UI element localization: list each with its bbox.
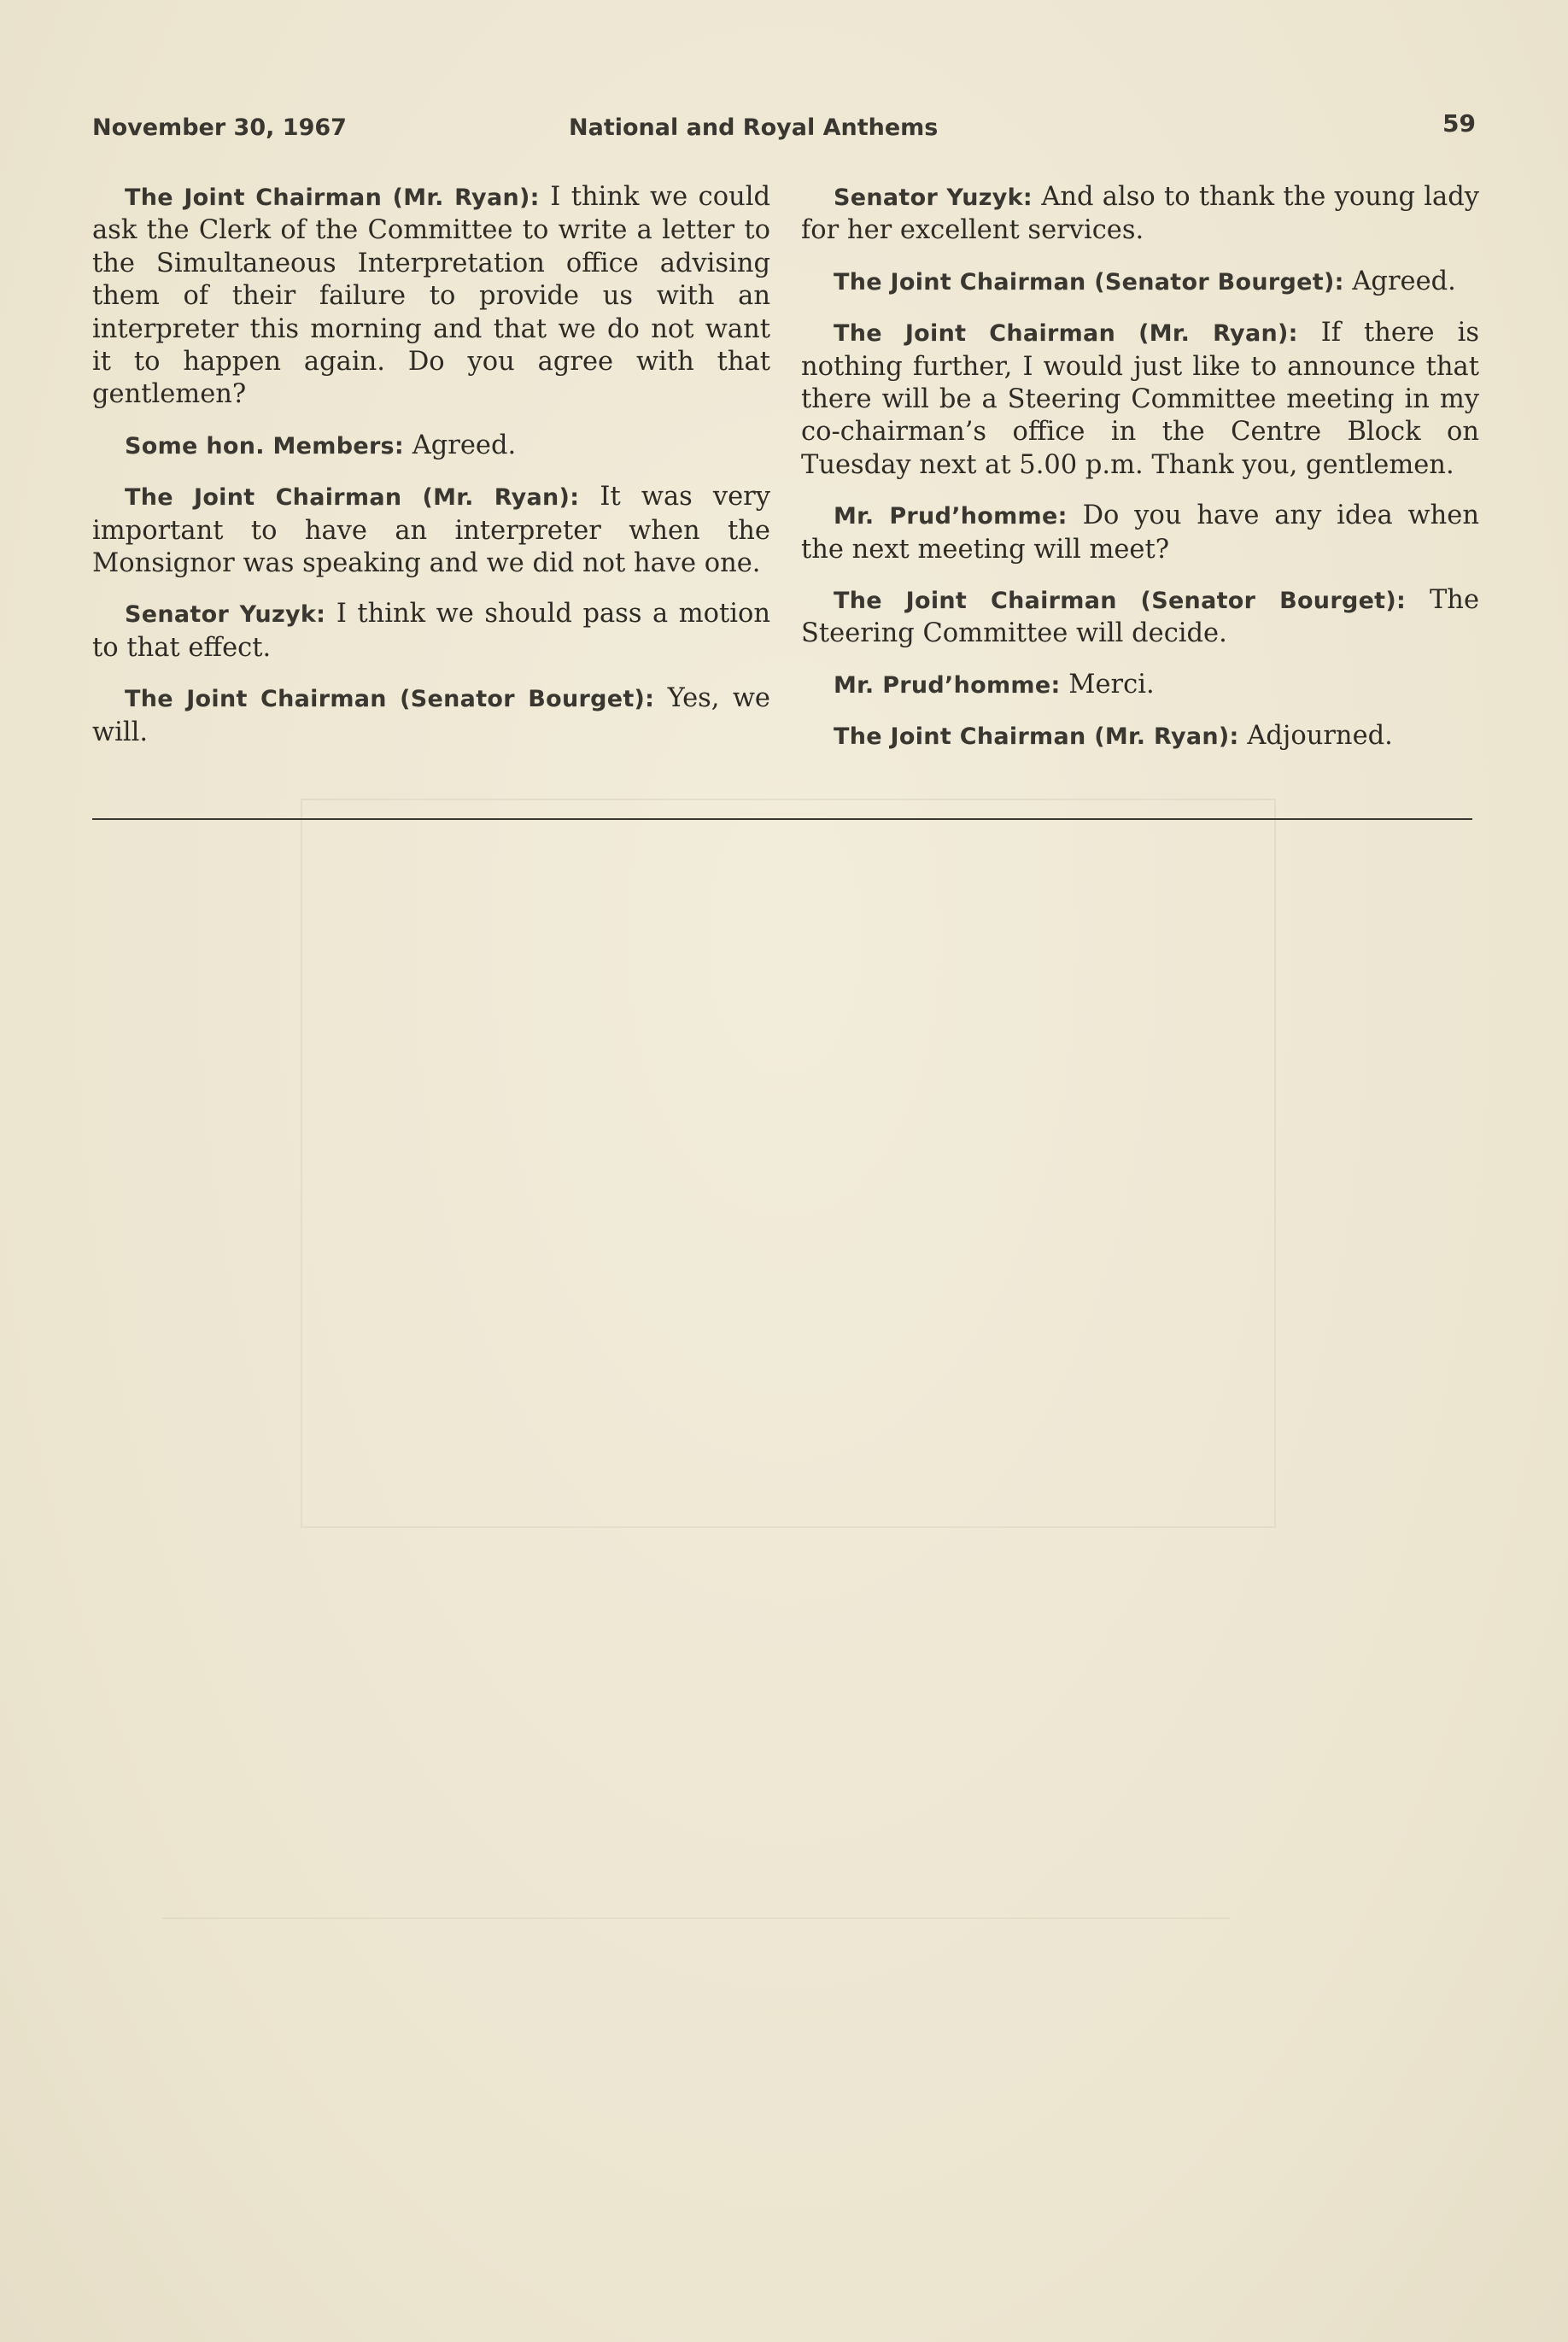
paragraph xyxy=(92,181,770,412)
paragraph xyxy=(801,720,1479,753)
speaker-name: Senator Yuzyk: xyxy=(125,601,326,629)
page-number: 59 xyxy=(1442,109,1476,138)
speech-text: Adjourned. xyxy=(1247,721,1393,752)
speaker-name: The Joint Chairman (Mr. Ryan): xyxy=(125,184,540,211)
speaker-name: The Joint Chairman (Senator Bourget): xyxy=(125,686,655,713)
speaker-name: Some hon. Members: xyxy=(125,432,405,460)
speech-text: Agreed. xyxy=(412,430,517,460)
paragraph xyxy=(801,181,1479,248)
paragraph xyxy=(92,682,770,749)
speech-text: Agreed. xyxy=(1352,266,1456,296)
closing-rule xyxy=(92,818,1472,820)
speech-text: Yes, we will. xyxy=(92,683,770,747)
paragraph xyxy=(801,669,1479,702)
speaker-name: The Joint Chairman (Senator Bourget): xyxy=(834,588,1407,615)
running-head xyxy=(92,109,1476,143)
left-column xyxy=(92,181,770,767)
paragraph xyxy=(801,500,1479,566)
header-date: November 30, 1967 xyxy=(92,114,347,141)
speech-text: The Steering Committee will decide. xyxy=(801,585,1479,649)
speech-text: And also to thank the young lady for her excellent services. xyxy=(801,182,1479,246)
speech-text: I think we could ask the Clerk of the Committee to write a letter to the Simultaneous Interpretation office advising them of their failure to provide us with an interpreter this morning and that we do not want it to happen again. Do you agree with that gentlemen? xyxy=(92,182,771,410)
speaker-name: The Joint Chairman (Mr. Ryan): xyxy=(834,320,1298,348)
speech-text: It was very important to have an interpreter when the Monsignor was speaking and we did not have one. xyxy=(92,482,770,579)
header-title: National and Royal Anthems xyxy=(569,114,939,141)
speaker-name: Mr. Prud’homme: xyxy=(834,503,1068,530)
right-column xyxy=(801,181,1479,772)
speaker-name: The Joint Chairman (Mr. Ryan): xyxy=(125,484,580,512)
speaker-name: The Joint Chairman (Mr. Ryan): xyxy=(834,723,1239,751)
speaker-name: The Joint Chairman (Senator Bourget): xyxy=(834,268,1344,296)
paragraph xyxy=(92,430,770,463)
speech-text: If there is nothing further, I would just like to announce that there will be a Steering Committee meeting in my co-chairman’s office in the Centre Block on Tuesday next at 5.00 p.m. Thank you, gentlemen. xyxy=(801,318,1479,480)
paragraph xyxy=(801,266,1479,299)
show-through-box xyxy=(301,799,1276,1528)
speaker-name: Senator Yuzyk: xyxy=(834,184,1033,211)
speech-text: Do you have any idea when the next meeting will meet? xyxy=(801,501,1479,565)
paragraph xyxy=(801,317,1479,482)
paragraph xyxy=(92,598,770,665)
speech-text: Merci. xyxy=(1068,669,1155,700)
paragraph xyxy=(92,481,770,580)
speech-text: I think we should pass a motion to that effect. xyxy=(92,599,771,663)
show-through-line xyxy=(162,1918,1230,1919)
paragraph xyxy=(801,584,1479,651)
speaker-name: Mr. Prud’homme: xyxy=(834,671,1061,699)
